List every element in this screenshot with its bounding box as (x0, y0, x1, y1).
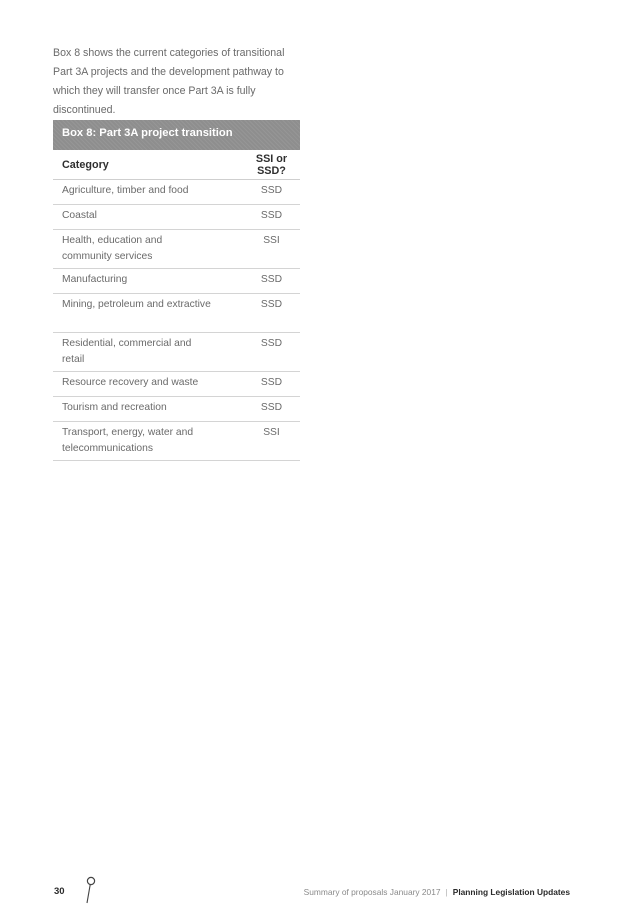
row-category: Manufacturing (62, 274, 128, 285)
row-category: Mining, petroleum and extractive (62, 299, 211, 310)
header-category: Category (62, 158, 109, 171)
table-row (53, 294, 300, 333)
row-pathway: SSD (260, 402, 283, 413)
row-pathway: SSD (260, 299, 283, 310)
page-footer (0, 880, 624, 900)
table-row (53, 180, 300, 205)
table-row (53, 230, 300, 269)
row-category: Tourism and recreation (62, 402, 167, 413)
intro-paragraph: Box 8 shows the current categories of transitional Part 3A projects and the development pathway to which they will transfer once Part 3A is fully discontinued. (53, 47, 285, 116)
row-pathway: SSD (260, 274, 283, 285)
row-category: Coastal (62, 210, 97, 221)
footer-summary: Summary of proposals January 2017 (303, 887, 441, 897)
table-row (53, 205, 300, 230)
table-row (53, 372, 300, 397)
table-row (53, 269, 300, 294)
box-title: Box 8: Part 3A project transition (53, 120, 300, 150)
table-row (53, 397, 300, 422)
footer-text (304, 887, 570, 897)
row-pathway: SSD (260, 338, 283, 349)
row-pathway: SSD (260, 185, 283, 196)
box-8-table (53, 120, 300, 461)
map-pin-icon (83, 876, 97, 909)
header-pathway: SSI or SSD? (255, 152, 288, 177)
row-category: Transport, energy, water and telecommunications (62, 427, 194, 454)
row-category: Resource recovery and waste (62, 377, 199, 388)
page-number: 30 (54, 886, 65, 897)
row-pathway: SSD (260, 377, 283, 388)
row-pathway: SSD (260, 210, 283, 221)
row-category: Residential, commercial and retail (62, 338, 192, 365)
table-row (53, 422, 300, 461)
table-row (53, 333, 300, 372)
row-pathway: SSI (263, 427, 280, 438)
row-pathway: SSI (263, 235, 280, 246)
row-category: Agriculture, timber and food (62, 185, 189, 196)
table-header (53, 150, 300, 180)
footer-title: Planning Legislation Updates (452, 887, 570, 897)
row-category: Health, education and community services (62, 235, 163, 262)
footer-separator: | (445, 887, 448, 897)
